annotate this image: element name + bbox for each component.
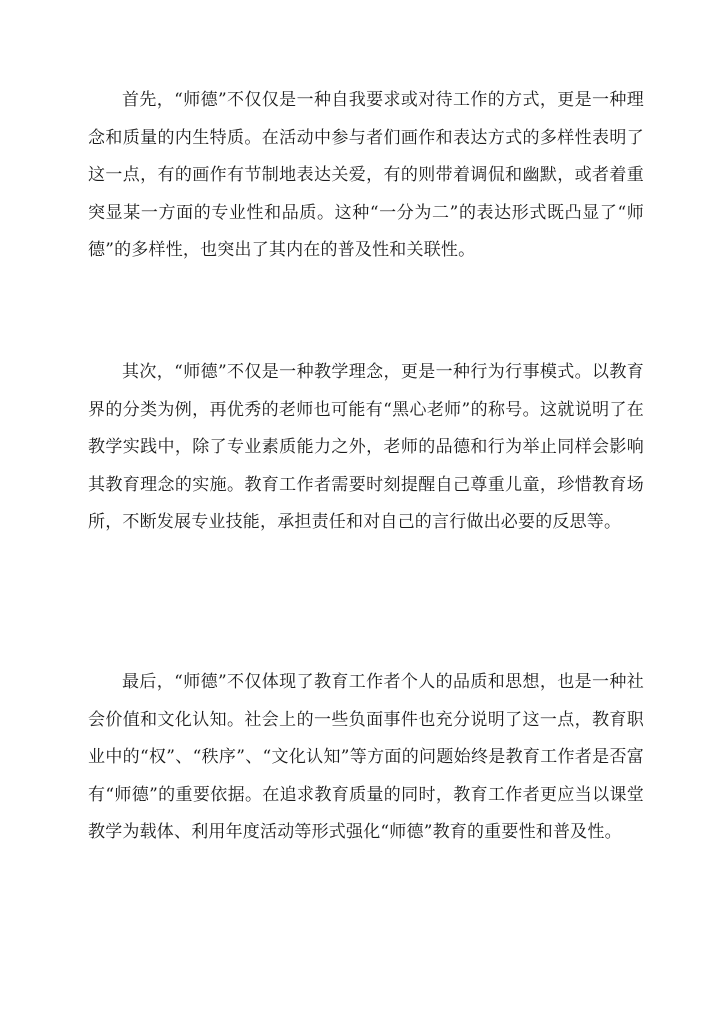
paragraph-third: 最后，“师德”不仅体现了教育工作者个人的品质和思想，也是一种社会价值和文化认知。社会上的一些负面事件也充分说明了这一点，教育职业中的“权”、“秩序”、“文化认知”等方面的问题始终是教育工作者是否富有“师德”的重要依据。在追求教育质量的同时，教育工作者更应当以课堂教学为载体、利用年度活动等形式强化“师德”教育的重要性和普及性。 [88, 672, 644, 843]
paragraph-second: 其次，“师德”不仅是一种教学理念，更是一种行为行事模式。以教育界的分类为例，再优秀的老师也可能有“黑心老师”的称号。这就说明了在教学实践中，除了专业素质能力之外，老师的品德和行为举止同样会影响其教育理念的实施。教育工作者需要时刻提醒自己尊重儿童，珍惜教育场所，不断发展专业技能，承担责任和对自己的言行做出必要的反思等。 [88, 362, 644, 533]
paragraph-first: 首先，“师德”不仅仅是一种自我要求或对待工作的方式，更是一种理念和质量的内生特质。在活动中参与者们画作和表达方式的多样性表明了这一点，有的画作有节制地表达关爱，有的则带着调侃和幽默，或者着重突显某一方面的专业性和品质。这种“一分为二”的表达形式既凸显了“师德”的多样性，也突出了其内在的普及性和关联性。 [88, 90, 644, 261]
